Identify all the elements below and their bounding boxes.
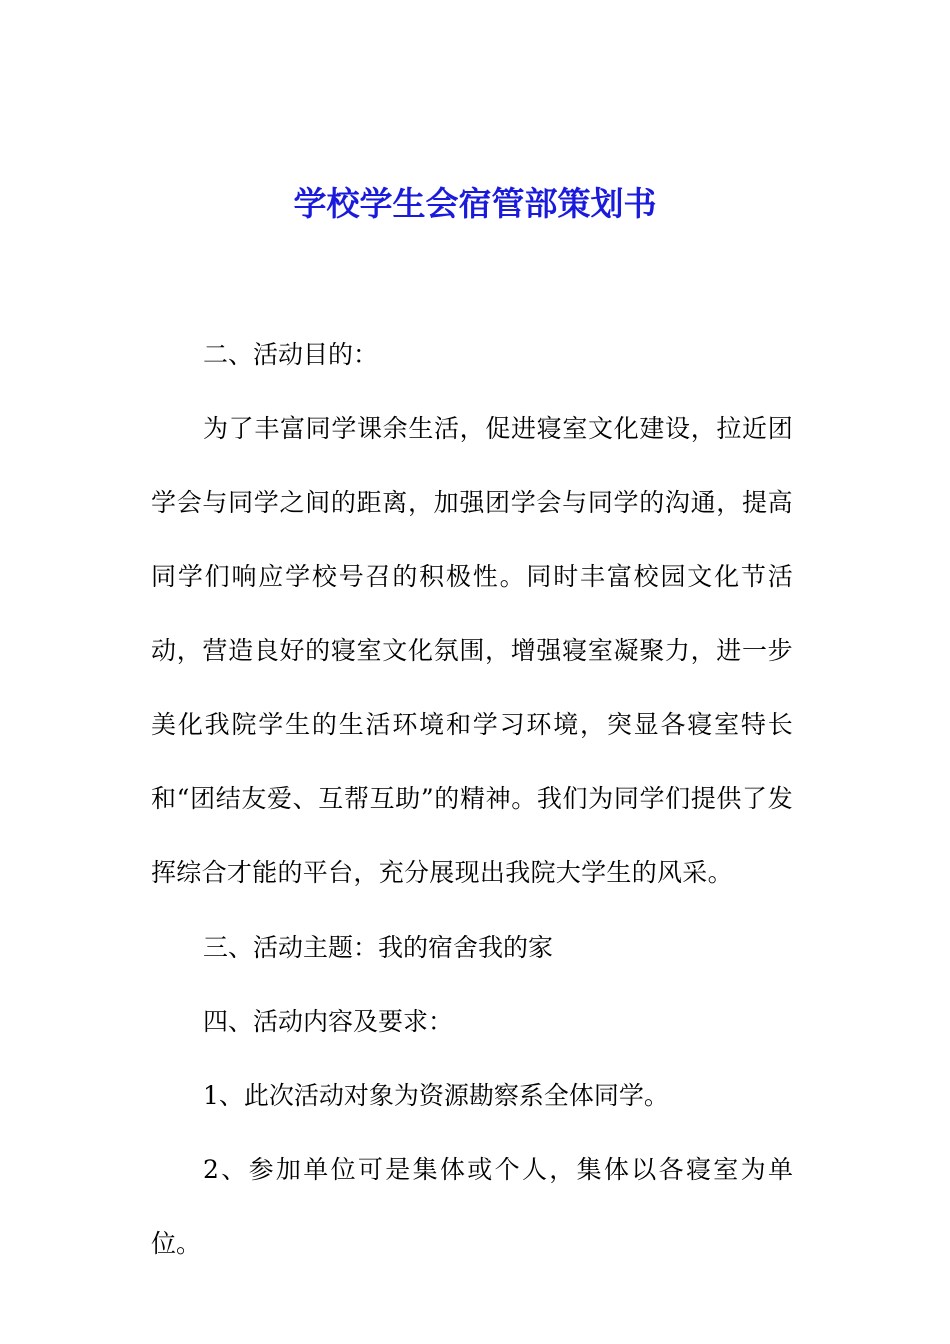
- section-heading-theme: 三、活动主题：我的宿舍我的家: [203, 933, 554, 962]
- purpose-paragraph: 为了丰富同学课余生活，促进寝室文化建设，拉近团学会与同学之间的距离，加强团学会与同学的沟通，提高同学们响应学校号召的积极性。同时丰富校园文化节活动，营造良好的寝室文化氛围，增强寝室凝聚力，进一步美化我院学生的生活环境和学习环境，突显各寝室特长和“团结友爱、互帮互助”的精神。我们为同学们提供了发挥综合才能的平台，充分展现出我院大学生的风采。: [151, 414, 793, 887]
- list-item-1: 1、此次活动对象为资源勘察系全体同学。: [203, 1081, 669, 1110]
- section-heading-purpose: 二、活动目的：: [203, 340, 379, 369]
- document-title: 学校学生会宿管部策划书: [293, 184, 657, 223]
- list-item-2: 2、参加单位可是集体或个人，集体以各寝室为单位。: [151, 1155, 793, 1258]
- section-heading-content: 四、活动内容及要求：: [203, 1007, 454, 1036]
